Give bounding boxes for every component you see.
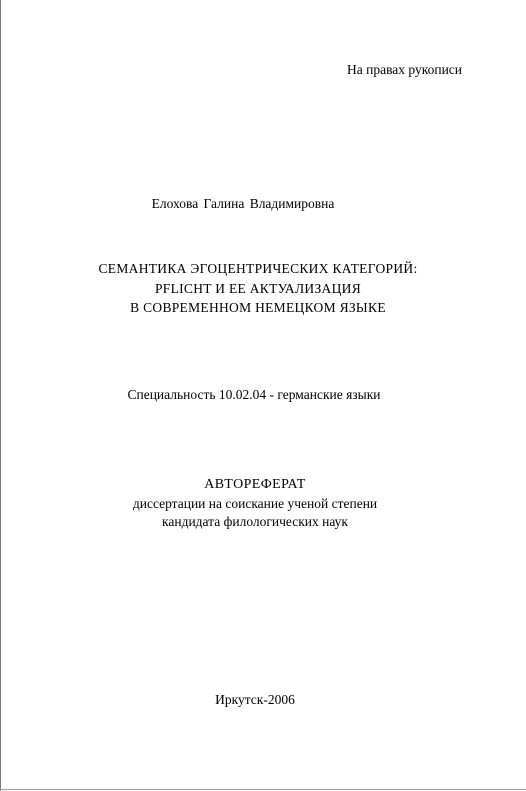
thesis-title-line-3: В СОВРЕМЕННОМ НЕМЕЦКОМ ЯЗЫКЕ: [130, 300, 386, 315]
city-year: Иркутск-2006: [215, 692, 295, 707]
specialty-line: Специальность 10.02.04 - германские языки: [127, 387, 381, 402]
page-bottom-edge: [0, 789, 526, 790]
thesis-title-line-2: PFLICHT И ЕЕ АКТУАЛИЗАЦИЯ: [154, 280, 362, 296]
thesis-title: [0, 259, 516, 318]
thesis-title-line-1: СЕМАНТИКА ЭГОЦЕНТРИЧЕСКИХ КАТЕГОРИЙ:: [98, 261, 418, 276]
abstract-heading: АВТОРЕФЕРАТ: [204, 477, 306, 492]
rights-note: На правах рукописи: [347, 62, 463, 77]
degree-line: кандидата филологических наук: [162, 514, 348, 529]
dissertation-line: диссертации на соискание ученой степени: [132, 496, 378, 511]
author-name: Елохова Галина Владимировна: [151, 196, 335, 211]
